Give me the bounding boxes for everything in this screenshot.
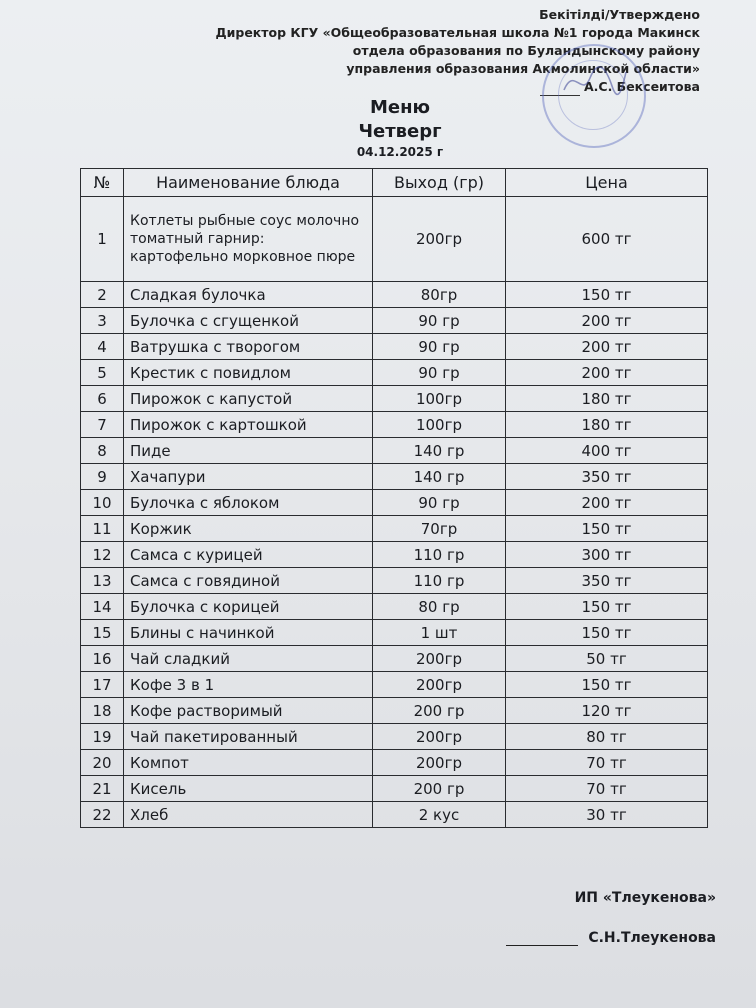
row-dish-name: Самса с говядиной <box>124 568 373 594</box>
row-dish-name: Хачапури <box>124 464 373 490</box>
row-price: 150 тг <box>506 672 708 698</box>
row-portion: 80 гр <box>373 594 506 620</box>
row-price: 80 тг <box>506 724 708 750</box>
table-row <box>81 542 708 568</box>
title-block <box>300 96 500 160</box>
table-header-row <box>81 169 708 197</box>
row-price: 150 тг <box>506 282 708 308</box>
row-number: 1 <box>81 197 124 282</box>
row-dish-name: Крестик с повидлом <box>124 360 373 386</box>
row-number: 19 <box>81 724 124 750</box>
row-number: 5 <box>81 360 124 386</box>
row-number: 20 <box>81 750 124 776</box>
row-dish-name: Кисель <box>124 776 373 802</box>
row-portion: 100гр <box>373 412 506 438</box>
row-number: 8 <box>81 438 124 464</box>
row-dish-name: Ватрушка с творогом <box>124 334 373 360</box>
row-dish-name: Котлеты рыбные соус молочно томатный гарнир: картофельно морковное пюре <box>124 197 373 282</box>
row-price: 30 тг <box>506 802 708 828</box>
row-price: 300 тг <box>506 542 708 568</box>
row-price: 70 тг <box>506 750 708 776</box>
row-portion: 70гр <box>373 516 506 542</box>
table-row <box>81 282 708 308</box>
row-portion: 200гр <box>373 672 506 698</box>
row-price: 150 тг <box>506 620 708 646</box>
header-price: Цена <box>506 169 708 197</box>
approval-administration: управления образования Акмолинской области» <box>346 61 700 76</box>
row-portion: 90 гр <box>373 308 506 334</box>
row-portion: 140 гр <box>373 438 506 464</box>
row-number: 12 <box>81 542 124 568</box>
row-portion: 200гр <box>373 724 506 750</box>
approval-department: отдела образования по Буландынскому району <box>352 43 700 58</box>
row-dish-name: Кофе 3 в 1 <box>124 672 373 698</box>
row-dish-name: Пирожок с капустой <box>124 386 373 412</box>
row-number: 4 <box>81 334 124 360</box>
approval-signer: А.С. Бексеитова <box>583 79 700 94</box>
row-dish-name: Чай сладкий <box>124 646 373 672</box>
row-dish-name: Самса с курицей <box>124 542 373 568</box>
row-portion: 90 гр <box>373 360 506 386</box>
row-dish-name: Пиде <box>124 438 373 464</box>
row-price: 400 тг <box>506 438 708 464</box>
table-row <box>81 802 708 828</box>
row-price: 350 тг <box>506 464 708 490</box>
header-number: № <box>81 169 124 197</box>
row-number: 11 <box>81 516 124 542</box>
entrepreneur-name: ИП «Тлеукенова» <box>574 890 716 906</box>
row-portion: 90 гр <box>373 334 506 360</box>
row-portion: 200гр <box>373 646 506 672</box>
row-number: 10 <box>81 490 124 516</box>
row-number: 9 <box>81 464 124 490</box>
row-number: 13 <box>81 568 124 594</box>
table-row <box>81 464 708 490</box>
row-dish-name: Кофе растворимый <box>124 698 373 724</box>
table-row <box>81 334 708 360</box>
row-number: 7 <box>81 412 124 438</box>
row-portion: 110 гр <box>373 542 506 568</box>
menu-date: 04.12.2025 г <box>356 145 444 159</box>
table-row <box>81 308 708 334</box>
table-row <box>81 438 708 464</box>
table-row <box>81 646 708 672</box>
menu-title: Меню <box>369 97 431 118</box>
row-price: 120 тг <box>506 698 708 724</box>
row-portion: 200гр <box>373 750 506 776</box>
row-price: 200 тг <box>506 334 708 360</box>
row-portion: 80гр <box>373 282 506 308</box>
row-portion: 200гр <box>373 197 506 282</box>
row-portion: 2 кус <box>373 802 506 828</box>
table-row <box>81 594 708 620</box>
menu-table-body <box>81 197 708 828</box>
row-price: 200 тг <box>506 360 708 386</box>
menu-table <box>80 168 708 828</box>
row-portion: 100гр <box>373 386 506 412</box>
row-number: 14 <box>81 594 124 620</box>
header-portion: Выход (гр) <box>373 169 506 197</box>
row-dish-name: Сладкая булочка <box>124 282 373 308</box>
row-portion: 1 шт <box>373 620 506 646</box>
row-dish-name: Хлеб <box>124 802 373 828</box>
table-row <box>81 197 708 282</box>
table-row <box>81 698 708 724</box>
row-number: 2 <box>81 282 124 308</box>
row-dish-name: Блины с начинкой <box>124 620 373 646</box>
approval-heading: Бекітілді/Утверждено <box>539 7 700 22</box>
row-number: 21 <box>81 776 124 802</box>
table-row <box>81 386 708 412</box>
row-price: 180 тг <box>506 412 708 438</box>
row-dish-name: Коржик <box>124 516 373 542</box>
table-row <box>81 750 708 776</box>
row-portion: 110 гр <box>373 568 506 594</box>
table-row <box>81 620 708 646</box>
table-row <box>81 776 708 802</box>
row-price: 350 тг <box>506 568 708 594</box>
row-price: 50 тг <box>506 646 708 672</box>
row-price: 150 тг <box>506 516 708 542</box>
row-dish-name: Булочка с яблоком <box>124 490 373 516</box>
table-row <box>81 672 708 698</box>
row-price: 70 тг <box>506 776 708 802</box>
handwritten-signature <box>560 60 630 100</box>
row-number: 3 <box>81 308 124 334</box>
row-price: 150 тг <box>506 594 708 620</box>
row-price: 600 тг <box>506 197 708 282</box>
row-price: 200 тг <box>506 490 708 516</box>
row-dish-name: Булочка с сгущенкой <box>124 308 373 334</box>
row-dish-name: Булочка с корицей <box>124 594 373 620</box>
row-price: 200 тг <box>506 308 708 334</box>
row-dish-name: Компот <box>124 750 373 776</box>
menu-day: Четверг <box>358 121 442 142</box>
row-number: 15 <box>81 620 124 646</box>
table-row <box>81 724 708 750</box>
row-portion: 200 гр <box>373 776 506 802</box>
row-dish-name: Пирожок с картошкой <box>124 412 373 438</box>
row-price: 180 тг <box>506 386 708 412</box>
row-portion: 90 гр <box>373 490 506 516</box>
table-row <box>81 568 708 594</box>
header-dish-name: Наименование блюда <box>124 169 373 197</box>
footer-signature <box>506 930 716 946</box>
row-number: 18 <box>81 698 124 724</box>
approval-director: Директор КГУ «Общеобразовательная школа №1 города Макинск <box>215 25 700 40</box>
row-number: 6 <box>81 386 124 412</box>
footer-signer: С.Н.Тлеукенова <box>588 930 716 946</box>
row-portion: 200 гр <box>373 698 506 724</box>
row-number: 17 <box>81 672 124 698</box>
table-row <box>81 360 708 386</box>
row-portion: 140 гр <box>373 464 506 490</box>
row-dish-name: Чай пакетированный <box>124 724 373 750</box>
table-row <box>81 490 708 516</box>
table-row <box>81 516 708 542</box>
table-row <box>81 412 708 438</box>
row-number: 16 <box>81 646 124 672</box>
row-number: 22 <box>81 802 124 828</box>
footer-signature-line <box>506 931 578 946</box>
